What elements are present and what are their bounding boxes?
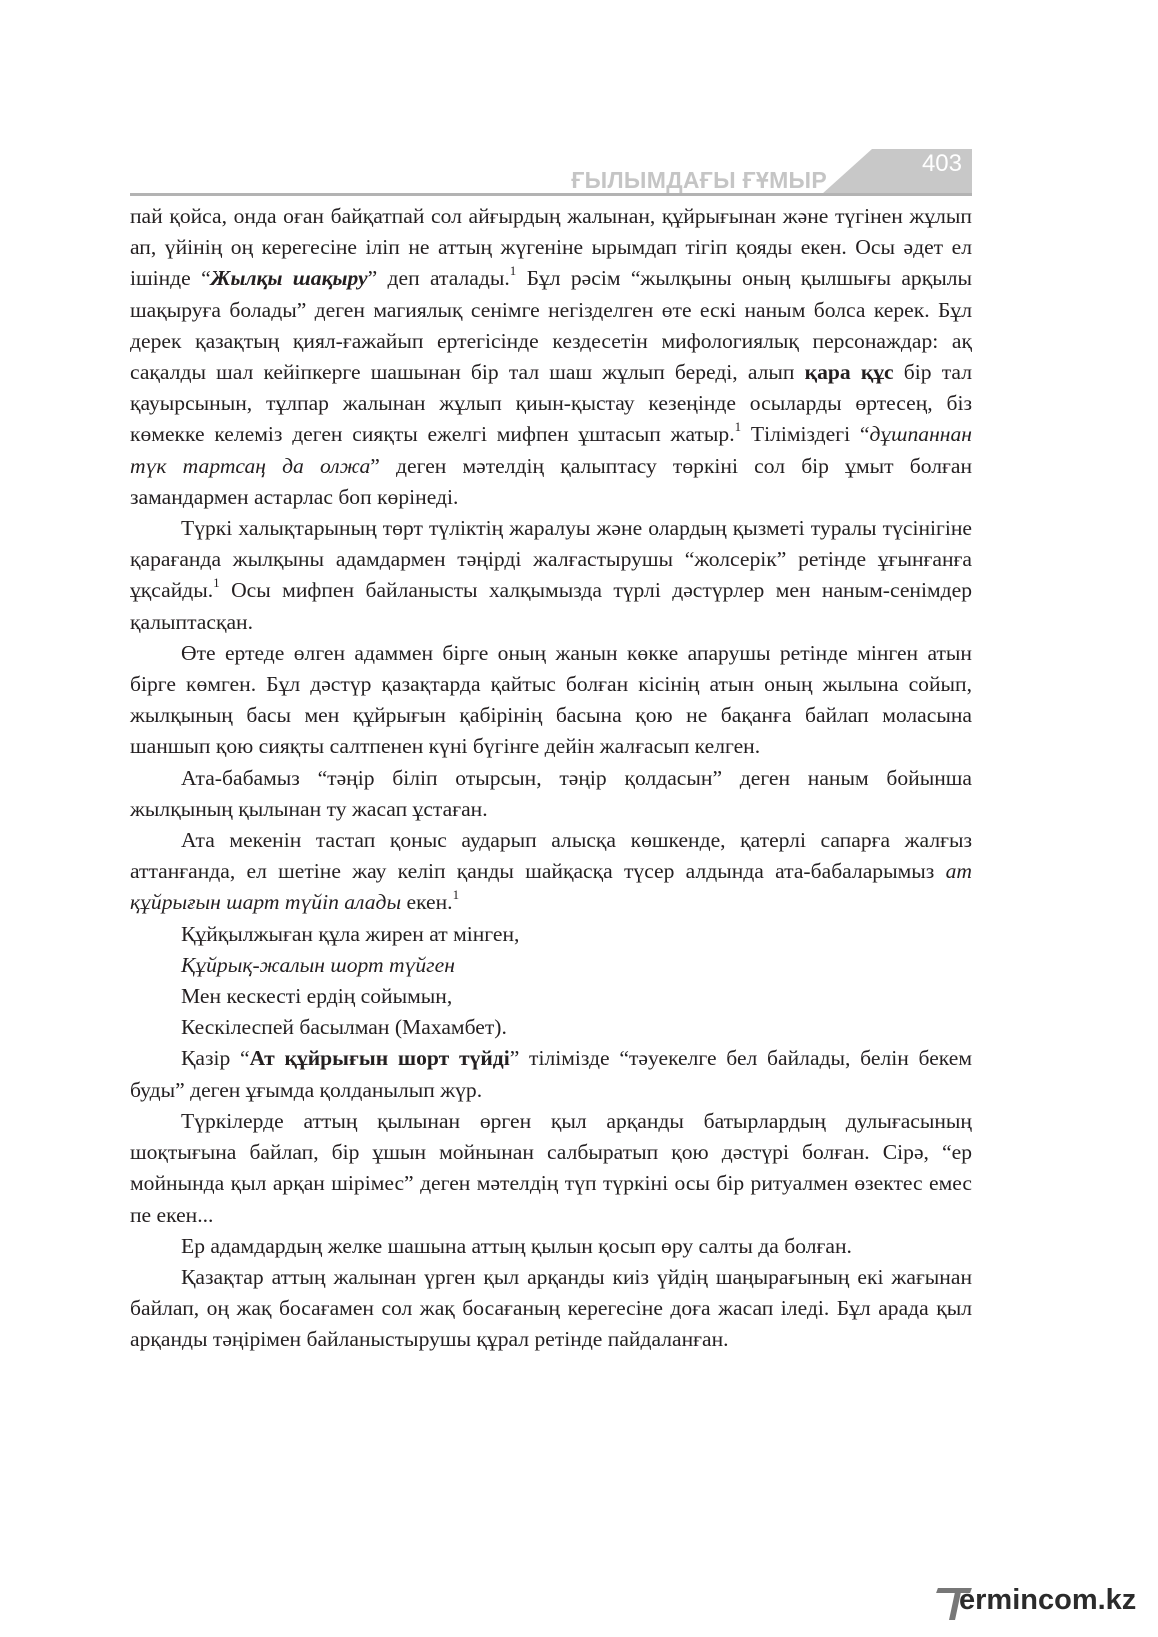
text-run: ” тілімізде “тәуекелге бел байлады, белін бекем буды” деген ұғымда қолданылып жүр. [130, 1046, 972, 1102]
verse-line-1: Құйқылжыған құла жирен ат мінген, [181, 921, 520, 946]
watermark-text: ermincom.kz [959, 1584, 1137, 1616]
paragraph-5 [130, 825, 972, 919]
footnote-ref: 1 [509, 263, 517, 279]
text-run: Тіліміздегі “ [741, 422, 870, 447]
footnote-ref: 1 [452, 887, 460, 903]
paragraph-1 [130, 201, 972, 513]
verse-line-2 [130, 950, 972, 981]
text-run: пай қойса, онда оған байқатпай сол айғырдың жалынан, құйрығынан және түгінен жұлып ап, үйінің оң керегесіне іліп не аттың жүгеніне ырымдап тігіп қояды екен. Осы әдет ел ішінде “ [130, 204, 972, 291]
term-kara-kus: қара құс [804, 360, 894, 385]
running-header [130, 146, 972, 196]
paragraph-4: Ата-бабамыз “тәңір біліп отырсын, тәңір қолдасын” деген наным бойынша жылқының қылынан ту жасап ұстаған. [130, 765, 972, 821]
running-header-title: ҒЫЛЫМДАҒЫ ҒҰМЫР [571, 167, 827, 193]
text-run: Түркі халықтарының төрт түліктің жаралуы және олардың қызметі туралы түсінігіне қарағанда жылқыны адамдармен тәңірді жалғастырушы “жолсерік” ретінде ұғынғанға ұқсайды. [130, 516, 972, 603]
paragraph-6 [130, 1043, 972, 1105]
text-run: Бұл рәсім “жылқыны оның қылшығы арқылы шақыруға болады” деген магиялық сенімге негізделген өте ескі наным болса керек. Бұл дерек қазақтың қиял-ғажайып ертегісінде кездесетін мифологиялық персонаждар: ақ сақалды шал кейіпкерге шашынан бір тал шаш жұлып береді, алып [130, 266, 973, 385]
body-text [130, 201, 972, 1356]
verse-line-3: Мен кескесті ердің сойымын, [181, 984, 453, 1009]
text-run: бір тал қауырсынын, тұлпар жалынан жұлып қиын-қыстау кезеңінде осыларды өртесең, біз көмекке келеміз деген сияқты ежелгі мифпен ұштасып жатыр. [130, 360, 972, 447]
text-run: ” деп аталады. [367, 266, 510, 291]
paragraph-2 [130, 513, 972, 638]
verse-line-4: Кескілеспей басылман (Махамбет). [181, 1015, 507, 1040]
term-zhylky-shakyru: Жылқы шақыру [210, 266, 368, 291]
proverb-italic: дұшпаннан түк тартсаң да олжа [130, 422, 973, 478]
text-run: ” деген мәтелдің қалыптасу төркіні сол бір ұмыт болған замандармен астарлас боп көрінеді. [130, 453, 972, 509]
header-rule [130, 193, 972, 196]
footnote-ref: 1 [734, 419, 742, 435]
paragraph-7: Түркілерде аттың қылынан өрген қыл арқанды батырлардың дулығасының шоқтығына байлап, бір ұшын мойнынан салбыратып қою дәстүрі болған. Сірә, “ер мойнында қыл арқан шірімес” деген мәтелдің түп түркіні осы бір ритуалмен өзектес емес пе екен... [130, 1108, 972, 1227]
verse-italic: Құйрық-жалын шорт түйген [181, 952, 455, 977]
paragraph-8: Ер адамдардың желке шашына аттың қылын қосып өру салты да болған. [181, 1233, 852, 1258]
phrase-italic: ат құйрығын шарт түйіп алады [130, 859, 972, 915]
text-run: екен. [401, 890, 453, 915]
page-number: 403 [921, 150, 962, 177]
paragraph-3: Өте ертеде өлген адаммен бірге оның жанын көкке апарушы ретінде мінген атын бірге көмген. Бұл дәстүр қазақтарда қайтыс болған кісінің атын оның жылына сойып, жылқының басы мен құйрығын қабірінің басына қою не бақанға байлап моласына шаншып қою сияқты салтпенен күні бүгінге дейін жалғасып келген. [130, 640, 972, 759]
watermark-logo [937, 1584, 1149, 1624]
text-run: Осы мифпен байланысты халқымызда түрлі дәстүрлер мен наным-сенімдер қалыптасқан. [130, 578, 972, 634]
term-bold: Ат құйрығын шорт түйді [249, 1046, 510, 1071]
paragraph-9: Қазақтар аттың жалынан үрген қыл арқанды киіз үйдің шаңырағының екі жағынан байлап, оң жақ босағамен сол жақ босағаның керегесіне доға жасап іледі. Бұл арада қыл арқанды тәңірімен байланыстырушы құрал ретінде пайдаланған. [130, 1264, 972, 1352]
footnote-ref: 1 [213, 575, 220, 591]
text-run: Ата мекенін тастап қоныс аударып алысқа көшкенде, қатерлі сапарға жалғыз аттанғанда, ел шетіне жау келіп қанды шайқасқа түсер алдында ата-бабаларымыз [130, 828, 972, 884]
text-run: Қазір “ [181, 1046, 250, 1071]
